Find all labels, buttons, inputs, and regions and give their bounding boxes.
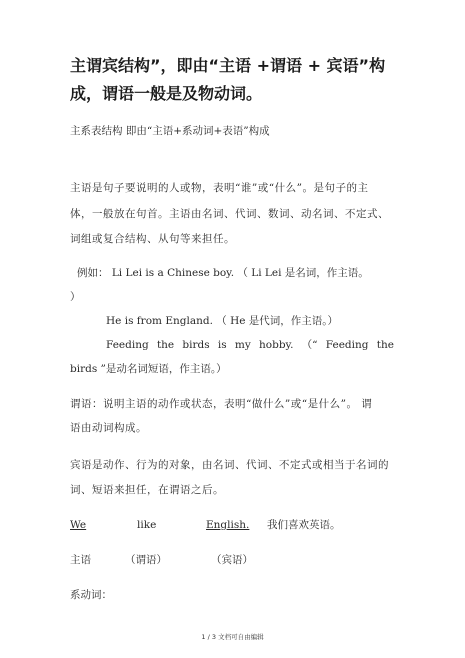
- page-title: 主谓宾结构”，即由“主语 +谓语 + 宾语”构成，谓语一般是及物动词。: [70, 56, 386, 103]
- example3-line2: birds ”是动名词短语，作主语。）: [70, 363, 227, 375]
- example1-line1: 例如： Li Lei is a Chinese boy. （ Li Lei 是名词，作主语。: [77, 267, 369, 279]
- subtitle: 主系表结构 即由“主语+系动词+表语”构成: [70, 125, 270, 137]
- sentence-we: We: [70, 519, 87, 531]
- role-subject: 主语: [70, 554, 91, 566]
- example2: He is from England. （ He 是代词，作主语。）: [106, 315, 339, 327]
- para2-line2: 语由动词构成。: [70, 422, 147, 434]
- para1-line2: 体，一般放在句首。主语由名词、代词、数词、动名词、不定式、: [70, 208, 389, 220]
- sentence-english: English.: [206, 519, 250, 531]
- example3-word: hobby.: [259, 339, 294, 351]
- sentence-like: like: [137, 519, 157, 531]
- page-footer: 1 / 3 文档可自由编辑: [201, 633, 264, 641]
- example3-word: is: [217, 339, 227, 351]
- example3-word: my: [234, 339, 251, 351]
- example1-line2: ）: [70, 291, 81, 303]
- para3-line1: 宾语是动作、行为的对象，由名词、代词、不定式或相当于名词的: [70, 459, 389, 471]
- sentence-translation: 我们喜欢英语。: [267, 519, 341, 531]
- example3-word: （“: [301, 339, 318, 351]
- para2-line1: 谓语：说明主语的动作或状态，表明“做什么”或“是什么”。 谓: [70, 398, 373, 410]
- example3-word: Feeding: [325, 339, 369, 351]
- example3-word: Feeding: [106, 339, 149, 351]
- linking-verb-label: 系动词：: [70, 589, 112, 601]
- para1-line3: 词组或复合结构、从句等来担任。: [70, 233, 235, 245]
- example3-word: the: [156, 339, 175, 351]
- example3-word: the: [376, 339, 394, 351]
- example3-word: birds: [182, 339, 210, 351]
- role-object: （宾语）: [211, 554, 253, 566]
- para1-line1: 主语是句子要说明的人或物，表明“谁”或“什么”。是句子的主: [70, 182, 369, 194]
- role-predicate: （谓语）: [125, 554, 167, 566]
- example3-line1: [106, 338, 394, 352]
- para3-line2: 词、短语来担任，在谓语之后。: [70, 484, 224, 496]
